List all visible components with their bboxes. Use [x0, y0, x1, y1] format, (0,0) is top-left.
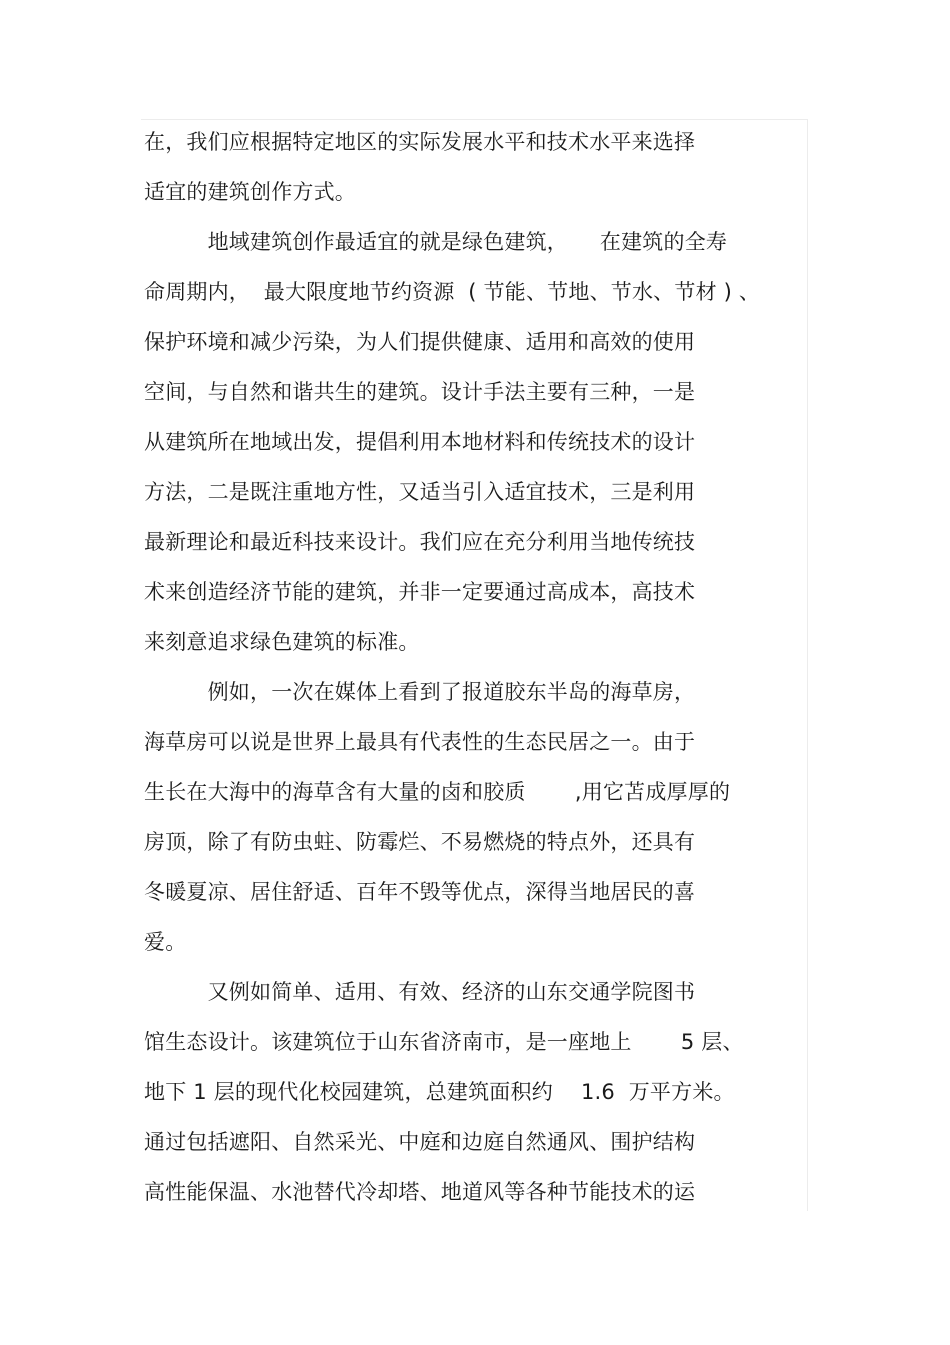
text-line: 适宜的建筑创作方式。: [144, 180, 356, 204]
text-line: 爱。: [144, 930, 187, 954]
text-line: 命周期内， 最大限度地节约资源 ( 节能、节地、节水、节材 ) 、: [144, 280, 761, 304]
text-line: 来刻意追求绿色建筑的标准。: [144, 630, 420, 654]
text-line: 馆生态设计。该建筑位于山东省济南市，是一座地上 5 层、: [144, 1030, 744, 1054]
body-text: [144, 124, 812, 1224]
text-line: 海草房可以说是世界上最具有代表性的生态民居之一。由于: [144, 730, 696, 754]
text-line: 房顶，除了有防虫蛀、防霉烂、不易燃烧的特点外，还具有: [144, 830, 696, 854]
text-line: 通过包括遮阳、自然采光、中庭和边庭自然通风、围护结构: [144, 1130, 696, 1154]
text-line: 又例如简单、适用、有效、经济的山东交通学院图书: [144, 980, 696, 1004]
text-line: 地域建筑创作最适宜的就是绿色建筑， 在建筑的全寿: [144, 230, 728, 254]
text-line: 高性能保温、水池替代冷却塔、地道风等各种节能技术的运: [144, 1180, 696, 1204]
text-line: 例如，一次在媒体上看到了报道胶东半岛的海草房，: [144, 680, 696, 704]
text-line: 生长在大海中的海草含有大量的卤和胶质 ,用它苫成厚厚的: [144, 780, 731, 804]
text-line: 空间，与自然和谐共生的建筑。设计手法主要有三种，一是: [144, 380, 696, 404]
text-line: 地下 1 层的现代化校园建筑，总建筑面积约 1.6 万平方米。: [144, 1080, 735, 1104]
text-line: 在，我们应根据特定地区的实际发展水平和技术水平来选择: [144, 130, 696, 154]
text-line: 方法，二是既注重地方性，又适当引入适宜技术，三是利用: [144, 480, 696, 504]
text-line: 最新理论和最近科技来设计。我们应在充分利用当地传统技: [144, 530, 696, 554]
text-line: 保护环境和减少污染，为人们提供健康、适用和高效的使用: [144, 330, 696, 354]
text-line: 从建筑所在地域出发，提倡利用本地材料和传统技术的设计: [144, 430, 696, 454]
text-line: 术来创造经济节能的建筑，并非一定要通过高成本，高技术: [144, 580, 696, 604]
text-line: 冬暖夏凉、居住舒适、百年不毁等优点，深得当地居民的喜: [144, 880, 696, 904]
